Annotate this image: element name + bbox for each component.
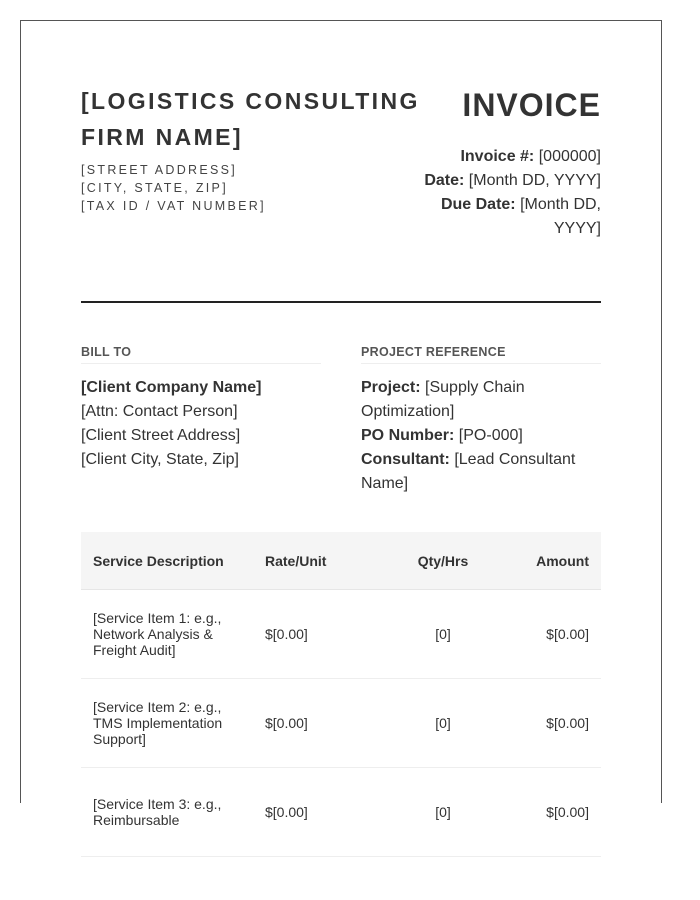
firm-header (81, 83, 441, 215)
row-amount: $[0.00] (513, 768, 601, 857)
consultant-line (361, 448, 601, 496)
table-header-row (81, 532, 601, 590)
po-number-line (361, 424, 601, 448)
row-rate: $[0.00] (253, 768, 373, 857)
invoice-due-date-label: Due Date: (440, 196, 516, 213)
bill-to-section (81, 345, 321, 472)
firm-city-state-zip: [CITY, STATE, ZIP] (81, 181, 228, 195)
consultant-label: Consultant: (361, 451, 450, 468)
invoice-due-date-line (421, 193, 601, 241)
consultant-value: [Lead Consultant Name] (361, 451, 576, 492)
project-value: [Supply Chain Optimization] (361, 379, 525, 420)
po-number-value: [PO-000] (458, 427, 523, 444)
project-label: Project: (361, 379, 421, 396)
line-items-body (81, 590, 601, 857)
firm-address-block (81, 161, 441, 215)
invoice-sheet (20, 20, 662, 828)
row-description: [Service Item 1: e.g., Network Analysis & Freight Audit] (81, 590, 253, 679)
client-street-address: [Client Street Address] (81, 427, 241, 444)
invoice-date-line (421, 169, 601, 193)
firm-street-address: [STREET ADDRESS] (81, 163, 238, 177)
row-qty: [0] (373, 679, 513, 768)
invoice-meta (421, 145, 601, 241)
row-rate: $[0.00] (253, 679, 373, 768)
header-qty-hrs: Qty/Hrs (373, 532, 513, 590)
table-row (81, 679, 601, 768)
invoice-number-line (421, 145, 601, 169)
table-row (81, 590, 601, 679)
row-qty: [0] (373, 768, 513, 857)
table-row (81, 768, 601, 857)
row-amount: $[0.00] (513, 679, 601, 768)
invoice-date-value: [Month DD, YYYY] (468, 172, 601, 189)
firm-name: [LOGISTICS CONSULTING FIRM NAME] (81, 88, 420, 150)
invoice-due-date-value: [Month DD, YYYY] (520, 196, 601, 237)
invoice-title: INVOICE (462, 87, 601, 123)
project-reference-heading: PROJECT REFERENCE (361, 345, 601, 364)
row-description: [Service Item 2: e.g., TMS Implementation Support] (81, 679, 253, 768)
bill-to-heading: BILL TO (81, 345, 321, 364)
header-amount: Amount (513, 532, 601, 590)
row-rate: $[0.00] (253, 590, 373, 679)
header-rate-unit: Rate/Unit (253, 532, 373, 590)
row-description: [Service Item 3: e.g., Reimbursable (81, 768, 253, 857)
invoice-number-label: Invoice #: (460, 148, 535, 165)
line-items-table (81, 532, 601, 857)
project-line (361, 376, 601, 424)
client-company-name: [Client Company Name] (81, 379, 262, 396)
po-number-label: PO Number: (361, 427, 455, 444)
line-items-header (81, 532, 601, 590)
client-city-state-zip: [Client City, State, Zip] (81, 451, 239, 468)
invoice-meta-block (421, 85, 601, 241)
header-divider (81, 301, 601, 303)
client-contact: [Attn: Contact Person] (81, 403, 238, 420)
invoice-date-label: Date: (424, 172, 465, 189)
invoice-number-value: [000000] (538, 148, 601, 165)
row-qty: [0] (373, 590, 513, 679)
project-reference-section (361, 345, 601, 496)
firm-tax-id: [TAX ID / VAT NUMBER] (81, 199, 266, 213)
header-service-description: Service Description (81, 532, 253, 590)
row-amount: $[0.00] (513, 590, 601, 679)
